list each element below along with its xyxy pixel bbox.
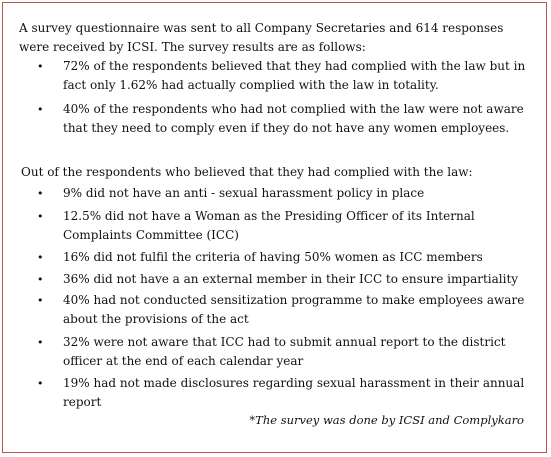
bullet-icon: • xyxy=(37,187,44,200)
bullet-icon: • xyxy=(37,336,44,349)
section-heading: Out of the respondents who believed that they had complied with the law: xyxy=(21,165,473,179)
bullet-icon: • xyxy=(37,60,44,73)
bullet-icon: • xyxy=(37,210,44,223)
footnote: *The survey was done by ICSI and Complykaro xyxy=(249,413,524,427)
list-item: 12.5% did not have a Woman as the Presiding Officer of its Internal Complaints Committee (ICC) xyxy=(63,209,475,242)
bullet-icon: • xyxy=(37,377,44,390)
survey-box xyxy=(2,2,547,453)
list-item: 36% did not have a an external member in their ICC to ensure impartiality xyxy=(63,272,519,286)
bullet-icon: • xyxy=(37,103,44,116)
list-item: 9% did not have an anti - sexual harassment policy in place xyxy=(63,186,425,200)
list-item: 40% of the respondents who had not complied with the law were not aware that they need to comply even if they do not have any women employees. xyxy=(63,102,524,135)
bullet-icon: • xyxy=(37,273,44,286)
list-item: 40% had not conducted sensitization programme to make employees aware about the provisions of the act xyxy=(63,293,525,326)
bullet-icon: • xyxy=(37,251,44,264)
list-item: 72% of the respondents believed that they had complied with the law but in fact only 1.62% had actually complied with the law in totality. xyxy=(63,59,526,92)
list-item: 32% were not aware that ICC had to submit annual report to the district officer at the end of each calendar year xyxy=(63,335,506,368)
bullet-icon: • xyxy=(37,294,44,307)
list-item: 19% had not made disclosures regarding sexual harassment in their annual report xyxy=(63,376,525,409)
intro-paragraph: A survey questionnaire was sent to all Company Secretaries and 614 responses were received by ICSI. The survey results are as follows: xyxy=(19,21,504,54)
list-item: 16% did not fulfil the criteria of having 50% women as ICC members xyxy=(63,250,483,264)
